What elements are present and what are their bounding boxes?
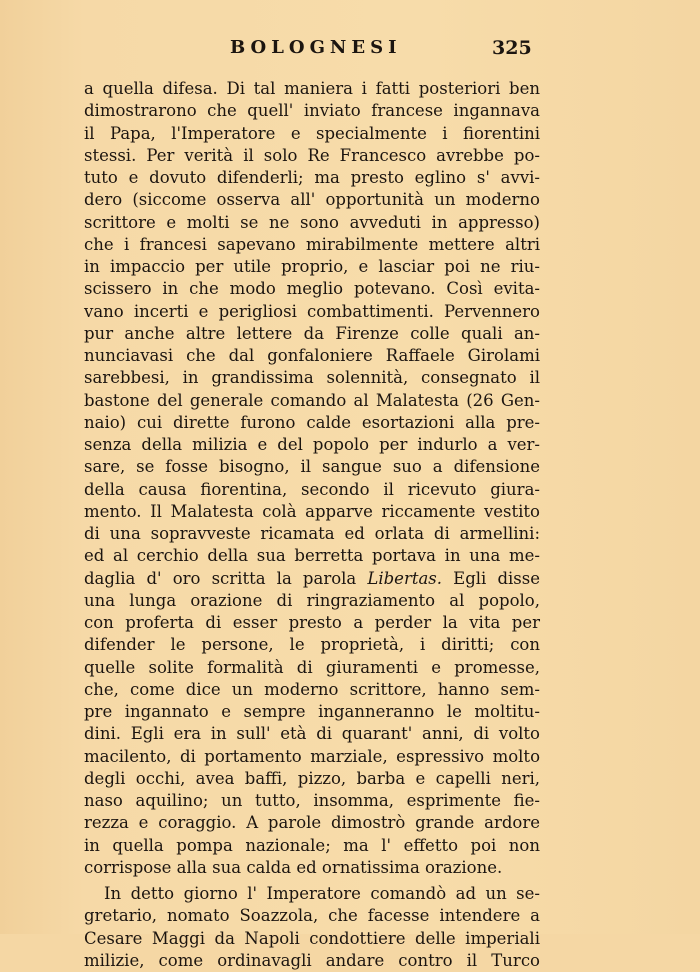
text-line: sare, se fosse bisogno, il sangue suo a difensione — [84, 457, 540, 477]
text-line: sarebbesi, in grandissima solennità, consegnato il — [84, 368, 540, 388]
text-line: naio) cui dirette furono calde esortazioni alla pre- — [84, 412, 540, 432]
text-line: rezza e coraggio. A parole dimostrò grande ardore — [84, 813, 540, 833]
text-line: difender le persone, le proprietà, i diritti; con — [84, 635, 540, 655]
text-line: dero (siccome osserva all' opportunità un moderno — [84, 190, 540, 210]
text-line: macilento, di portamento marziale, espressivo molto — [84, 746, 540, 766]
text-line: corrispose alla sua calda ed ornatissima orazione. — [84, 857, 503, 877]
text-line: naso aquilino; un tutto, insomma, esprimente fie- — [84, 791, 540, 810]
text-line: che i francesi sapevano mirabilmente mettere altri — [84, 234, 540, 254]
text-line: In detto giorno l' Imperatore comandò ad un se- — [104, 884, 540, 903]
text-line: scrittore e molti se ne sono avveduti in appresso) — [84, 212, 540, 232]
text-line-with-italic — [84, 568, 540, 590]
text-run: daglia d' oro scritta la parola — [84, 568, 368, 588]
text-line: della causa fiorentina, secondo il ricevuto giura- — [84, 479, 540, 499]
page-number: 325 — [492, 37, 532, 59]
text-line: scissero in che modo meglio potevano. Così evita- — [84, 279, 540, 299]
text-line: senza della milizia e del popolo per indurlo a ver- — [84, 435, 540, 454]
text-line: a quella difesa. Di tal maniera i fatti posteriori ben — [84, 79, 540, 98]
text-line: mento. Il Malatesta colà apparve riccamente vestito — [84, 501, 540, 521]
text-line: gretario, nomato Soazzola, che facesse intendere a — [84, 906, 540, 926]
paragraph-1 — [84, 78, 540, 879]
text-run: Egli disse — [442, 568, 540, 588]
text-line: con proferta di esser presto a perder la vita per — [84, 613, 540, 632]
text-line: stessi. Per verità il solo Re Francesco avrebbe po- — [84, 145, 540, 165]
text-line: in impaccio per utile proprio, e lasciar poi ne riu- — [84, 257, 540, 276]
text-line: dini. Egli era in sull' età di quarant' anni, di volto — [84, 724, 540, 744]
text-line: ed al cerchio della sua berretta portava in una me- — [84, 546, 540, 566]
italic-word: Libertas. — [367, 568, 443, 588]
text-line: bastone del generale comando al Malatesta (26 Gen- — [84, 390, 540, 410]
text-line: quelle solite formalità di giuramenti e promesse, — [84, 657, 540, 677]
text-line: pur anche altre lettere da Firenze colle quali an- — [84, 323, 540, 343]
text-line: tuto e dovuto difenderli; ma presto eglino s' avvi- — [84, 168, 540, 187]
running-head — [0, 36, 700, 64]
text-line: in quella pompa nazionale; ma l' effetto poi non — [84, 835, 540, 855]
running-title: BOLOGNESI — [230, 37, 402, 58]
text-line: milizie, come ordinavagli andare contro il Turco — [84, 950, 540, 970]
text-line: dimostrarono che quell' inviato francese ingannava — [84, 101, 540, 121]
text-line: di una sopravveste ricamata ed orlata di armellini: — [84, 524, 540, 543]
text-line: una lunga orazione di ringraziamento al popolo, — [84, 590, 540, 610]
text-line: nunciavasi che dal gonfaloniere Raffaele Girolami — [84, 346, 540, 365]
text-line: degli occhi, avea baffi, pizzo, barba e capelli neri, — [84, 768, 540, 788]
text-line: che, come dice un moderno scrittore, hanno sem- — [84, 679, 540, 699]
text-line: Cesare Maggi da Napoli condottiere delle imperiali — [84, 928, 540, 948]
text-line: il Papa, l'Imperatore e specialmente i fiorentini — [84, 123, 540, 143]
paragraph-2 — [84, 883, 540, 972]
text-line: vano incerti e perigliosi combattimenti. Pervennero — [84, 301, 540, 321]
text-line: pre ingannato e sempre inganneranno le moltitu- — [84, 702, 540, 721]
body-text — [84, 78, 540, 972]
